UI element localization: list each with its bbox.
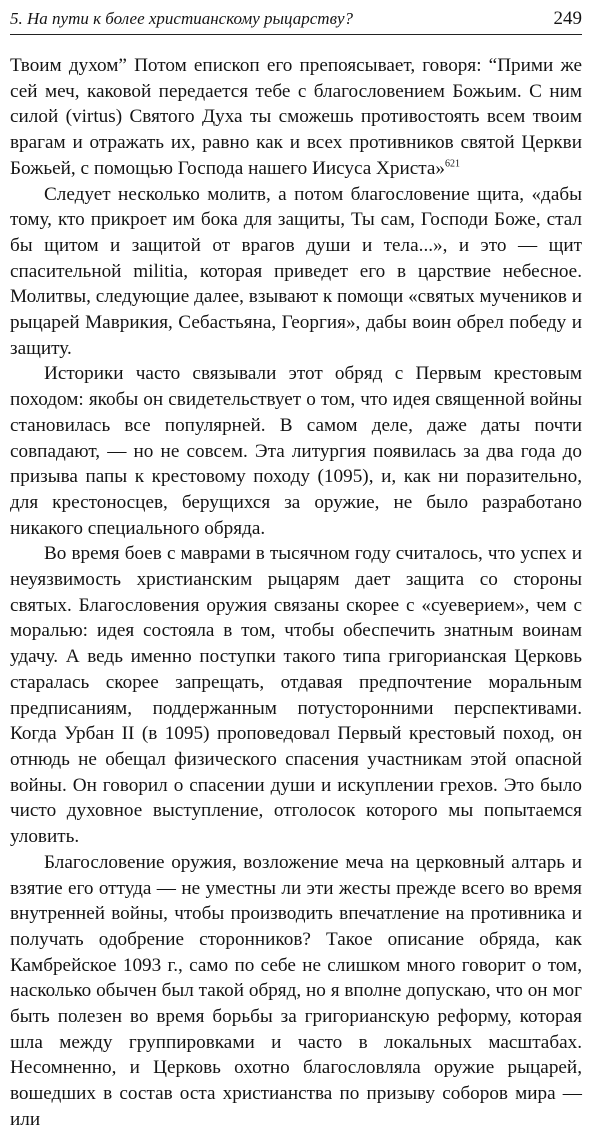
paragraph-1 (10, 53, 582, 182)
running-title: 5. На пути к более христианскому рыцарству? (10, 9, 353, 28)
paragraph-4: Во время боев с маврами в тысячном году считалось, что успех и неуязвимость христианским рыцарям дает защита со стороны святых. Благословения оружия связаны скорее с «суеверием», чем с моралью: идея состояла в том, чтобы обеспечить знатным воинам удачу. А ведь именно поступки такого типа григорианская Церковь старалась скорее запрещать, отдавая предпочтение моральным предписаниям, поддержанным потусторонними перспективами. Когда Урбан II (в 1095) проповедовал Первый крестовый поход, он отнюдь не обещал физического спасения участникам этой опасной войны. Он говорил о спасении души и искуплении грехов. Это было чисто духовное выступление, отголосок которого мы попытаемся уловить. (10, 543, 582, 848)
paragraph-3: Историки часто связывали этот обряд с Первым крестовым походом: якобы он свидетельствует о том, что идея священной войны становилась все популярней. В самом деле, даже даты почти совпадают, — но не совсем. Эта литургия появилась за два года до призыва папы к крестовому походу (1095), и, как ни поразительно, для крестоносцев, берущихся за оружие, не было разработано никакого специального обряда. (10, 363, 582, 539)
body-text (10, 53, 582, 1133)
page-number: 249 (553, 8, 582, 29)
footnote-marker: 621 (444, 158, 460, 170)
paragraph-2: Следует несколько молитв, а потом благословение щита, «дабы тому, кто прикроет им бока для защиты, Ты сам, Господи Боже, стал бы щитом и защитой от врагов души и тела...», и это — щит спасительной militia, которая приведет его в царствие небесное. Молитвы, следующие далее, взывают к помощи «святых мучеников и рыцарей Маврикия, Себастьяна, Георгия», дабы воин обрел победу и защиту. (10, 183, 582, 359)
paragraph-1-text: Твоим духом” Потом епископ его препоясывает, говоря: “Прими же сей меч, каковой передается тебе с благословением Божьим. С ним силой (virtus) Святого Духа ты сможешь противостоять всем твоим врагам и отражать их, равно как и всех противников святой Церкви Божьей, с помощью Господа нашего Иисуса Христа» (10, 55, 582, 179)
page-header (10, 8, 582, 35)
paragraph-5: Благословение оружия, возложение меча на церковный алтарь и взятие его оттуда — не уместны ли эти жесты прежде всего во время внутренней войны, чтобы производить впечатление на противника и получать одобрение сторонников? Такое описание обряда, как Камбрейское 1093 г., само по себе не слишком много говорит о том, насколько обычен был такой обряд, но я вполне допускаю, что он мог быть полезен во время борьбы за григорианскую реформу, которая шла между группировками и часто в локальных масштабах. Несомненно, и Церковь охотно благословляла оружие рыцарей, вошедших в состав оста христианства по призыву соборов мира — или (10, 851, 582, 1130)
